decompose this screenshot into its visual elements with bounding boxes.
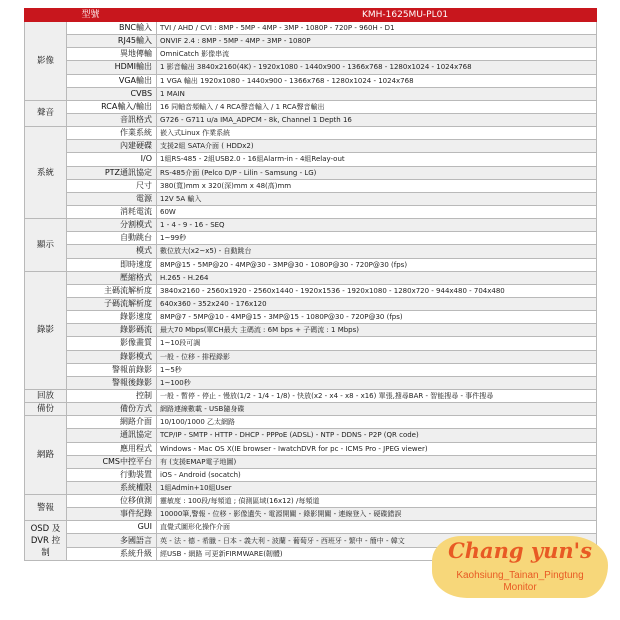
spec-row — [25, 297, 597, 310]
spec-row — [25, 245, 597, 258]
spec-value: 嵌入式Linux 作業系統 — [157, 127, 597, 140]
spec-value: iOS - Android (socatch) — [157, 468, 597, 481]
spec-value: TCP/IP - SMTP - HTTP - DHCP - PPPoE (ADSL) - NTP - DDNS - P2P (QR code) — [157, 429, 597, 442]
spec-label: BNC輸入 — [67, 22, 157, 35]
header-row — [25, 9, 597, 22]
spec-value: 12V 5A 輸入 — [157, 192, 597, 205]
spec-label: 錄影速度 — [67, 311, 157, 324]
spec-value: 16 同軸音頻輸入 / 4 RCA聲音輸入 / 1 RCA聲音輸出 — [157, 100, 597, 113]
spec-row — [25, 140, 597, 153]
spec-value: 靈敏度 : 100段/每頻道 ; 偵測區域(16x12) /每頻道 — [157, 495, 597, 508]
spec-row — [25, 61, 597, 74]
spec-row — [25, 87, 597, 100]
spec-row — [25, 284, 597, 297]
spec-label: CVBS — [67, 87, 157, 100]
spec-label: 備份方式 — [67, 403, 157, 416]
spec-row — [25, 403, 597, 416]
spec-value: 1組Admin+10組User — [157, 481, 597, 494]
spec-row — [25, 389, 597, 402]
category-cell: 備份 — [25, 403, 67, 416]
spec-value: OmniCatch 影像串流 — [157, 48, 597, 61]
spec-row — [25, 127, 597, 140]
category-cell: 聲音 — [25, 100, 67, 126]
spec-row — [25, 350, 597, 363]
spec-label: 多國語言 — [67, 534, 157, 547]
spec-label: GUI — [67, 521, 157, 534]
spec-row — [25, 74, 597, 87]
category-cell: OSD 及 DVR 控制 — [25, 521, 67, 560]
spec-value: 最大70 Mbps(單CH最大 主碼流 : 6M bps + 子碼流 : 1 Mbps) — [157, 324, 597, 337]
spec-label: 自動跳台 — [67, 232, 157, 245]
spec-row — [25, 48, 597, 61]
spec-label: 模式 — [67, 245, 157, 258]
spec-value: 1~10段可調 — [157, 337, 597, 350]
category-cell: 警報 — [25, 495, 67, 521]
spec-value: G726 - G711 u/a IMA_ADPCM - 8k, Channel 1 Depth 16 — [157, 113, 597, 126]
spec-value: 一般 - 暫停 - 停止 - 慢放(1/2 - 1/4 - 1/8) - 快放(x2 - x4 - x8 - x16) 單張,搜尋BAR - 智能搜尋 - 事件搜尋 — [157, 389, 597, 402]
spec-label: 音訊格式 — [67, 113, 157, 126]
spec-value: 60W — [157, 205, 597, 218]
spec-row — [25, 416, 597, 429]
spec-label: 警報前錄影 — [67, 363, 157, 376]
spec-row — [25, 205, 597, 218]
spec-value: 1 - 4 - 9 - 16 - SEQ — [157, 219, 597, 232]
spec-label: 消耗電流 — [67, 205, 157, 218]
spec-label: 控制 — [67, 389, 157, 402]
spec-row — [25, 113, 597, 126]
watermark-tagline: Monitor — [503, 582, 537, 593]
spec-value: 直覺式圖形化操作介面 — [157, 521, 597, 534]
category-cell: 影像 — [25, 22, 67, 101]
spec-value: 數位放大(x2~x5) - 自動跳台 — [157, 245, 597, 258]
spec-row — [25, 179, 597, 192]
spec-row — [25, 324, 597, 337]
spec-row — [25, 376, 597, 389]
spec-label: HDMI輸出 — [67, 61, 157, 74]
spec-row — [25, 495, 597, 508]
spec-row — [25, 337, 597, 350]
spec-table-body — [25, 9, 597, 561]
spec-value: 10000筆,警報 - 位移 - 影像遺失 - 電源開關 - 錄影開關 - 連線登入 - 硬碟錯誤 — [157, 508, 597, 521]
spec-value: 1~99秒 — [157, 232, 597, 245]
spec-value: 8MP@7 - 5MP@10 - 4MP@15 - 3MP@15 - 1080P@30 - 720P@30 (fps) — [157, 311, 597, 324]
spec-value: 3840x2160 - 2560x1920 - 2560x1440 - 1920x1536 - 1920x1080 - 1280x720 - 944x480 - 704x480 — [157, 284, 597, 297]
spec-value: H.265 - H.264 — [157, 271, 597, 284]
watermark-logo — [432, 536, 608, 598]
spec-label: 影像畫質 — [67, 337, 157, 350]
spec-label: 通訊協定 — [67, 429, 157, 442]
spec-value: 英 - 法 - 德 - 希臘 - 日本 - 義大利 - 波蘭 - 葡萄牙 - 西班牙 - 繁中 - 簡中 - 韓文 — [157, 534, 597, 547]
spec-value: ONVIF 2.4 : 8MP - 5MP - 4MP - 3MP - 1080P — [157, 35, 597, 48]
spec-label: 電源 — [67, 192, 157, 205]
spec-row — [25, 153, 597, 166]
spec-value: 經USB - 網路 可更新FIRMWARE(韌體) — [157, 547, 597, 560]
category-cell: 網路 — [25, 416, 67, 495]
spec-row — [25, 258, 597, 271]
spec-label: CMS中控平台 — [67, 455, 157, 468]
category-cell: 系統 — [25, 127, 67, 219]
spec-label: PTZ通訊協定 — [67, 166, 157, 179]
spec-row — [25, 429, 597, 442]
spec-value: 1組RS-485 - 2組USB2.0 - 16組Alarm-in - 4組Relay-out — [157, 153, 597, 166]
spec-row — [25, 232, 597, 245]
spec-row — [25, 166, 597, 179]
spec-row — [25, 455, 597, 468]
watermark-region: Kaohsiung_Tainan_Pingtung — [456, 570, 584, 581]
spec-label: 系統權限 — [67, 481, 157, 494]
spec-value: 網路連線數載 - USB隨身碟 — [157, 403, 597, 416]
spec-value: TVI / AHD / CVI : 8MP - 5MP - 4MP - 3MP - 1080P - 720P - 960H - D1 — [157, 22, 597, 35]
category-cell: 錄影 — [25, 271, 67, 389]
spec-row — [25, 442, 597, 455]
spec-label: 錄影碼流 — [67, 324, 157, 337]
spec-label: 行動裝置 — [67, 468, 157, 481]
spec-label: 壓縮格式 — [67, 271, 157, 284]
spec-value: 1 MAIN — [157, 87, 597, 100]
spec-label: 尺寸 — [67, 179, 157, 192]
spec-value: Windows - Mac OS X(IE browser - IwatchDVR for pc - ICMS Pro - JPEG viewer) — [157, 442, 597, 455]
spec-label: I/O — [67, 153, 157, 166]
spec-label: RJ45輸入 — [67, 35, 157, 48]
category-cell: 回放 — [25, 389, 67, 402]
spec-label: 事件紀錄 — [67, 508, 157, 521]
spec-value: 支援2組 SATA介面 ( HDDx2) — [157, 140, 597, 153]
spec-label: 作業系統 — [67, 127, 157, 140]
spec-value: 8MP@15 - 5MP@20 - 4MP@30 - 3MP@30 - 1080P@30 - 720P@30 (fps) — [157, 258, 597, 271]
spec-label: 系統升級 — [67, 547, 157, 560]
spec-row — [25, 481, 597, 494]
spec-row — [25, 219, 597, 232]
spec-row — [25, 468, 597, 481]
spec-value: 1~5秒 — [157, 363, 597, 376]
spec-label: RCA輸入/輸出 — [67, 100, 157, 113]
spec-label: 即時速度 — [67, 258, 157, 271]
spec-label: 子碼流解析度 — [67, 297, 157, 310]
spec-label: 警報後錄影 — [67, 376, 157, 389]
spec-value: 1 影音輸出 3840x2160(4K) - 1920x1080 - 1440x900 - 1366x768 - 1280x1024 - 1024x768 — [157, 61, 597, 74]
spec-value: 一般 - 位移 - 排程錄影 — [157, 350, 597, 363]
spec-row — [25, 35, 597, 48]
category-cell: 顯示 — [25, 219, 67, 272]
spec-row — [25, 363, 597, 376]
spec-value: 1~100秒 — [157, 376, 597, 389]
spec-row — [25, 508, 597, 521]
spec-label: 異地傳輸 — [67, 48, 157, 61]
spec-row — [25, 311, 597, 324]
spec-value: 640x360 - 352x240 - 176x120 — [157, 297, 597, 310]
spec-label: VGA輸出 — [67, 74, 157, 87]
spec-row — [25, 271, 597, 284]
spec-row — [25, 521, 597, 534]
spec-label: 主碼流解析度 — [67, 284, 157, 297]
spec-row — [25, 22, 597, 35]
spec-label: 內建硬碟 — [67, 140, 157, 153]
spec-label: 網路介面 — [67, 416, 157, 429]
spec-row — [25, 192, 597, 205]
spec-label: 應用程式 — [67, 442, 157, 455]
model-label: 型號 — [25, 9, 157, 22]
spec-value: 380(寬)mm x 320(深)mm x 48(高)mm — [157, 179, 597, 192]
spec-value: 1 VGA 輸出 1920x1080 - 1440x900 - 1366x768 - 1280x1024 - 1024x768 — [157, 74, 597, 87]
spec-table — [24, 8, 597, 561]
spec-label: 分割模式 — [67, 219, 157, 232]
spec-value: 10/100/1000 乙太網路 — [157, 416, 597, 429]
spec-value: RS-485介面 (Pelco D/P - Lilin - Samsung - LG) — [157, 166, 597, 179]
spec-label: 位移偵測 — [67, 495, 157, 508]
spec-row — [25, 100, 597, 113]
spec-value: 有 (支援EMAP電子地圖) — [157, 455, 597, 468]
spec-label: 錄影模式 — [67, 350, 157, 363]
watermark-title: Chang yun's — [448, 538, 592, 563]
model-value: KMH-1625MU-PL01 — [157, 9, 597, 22]
